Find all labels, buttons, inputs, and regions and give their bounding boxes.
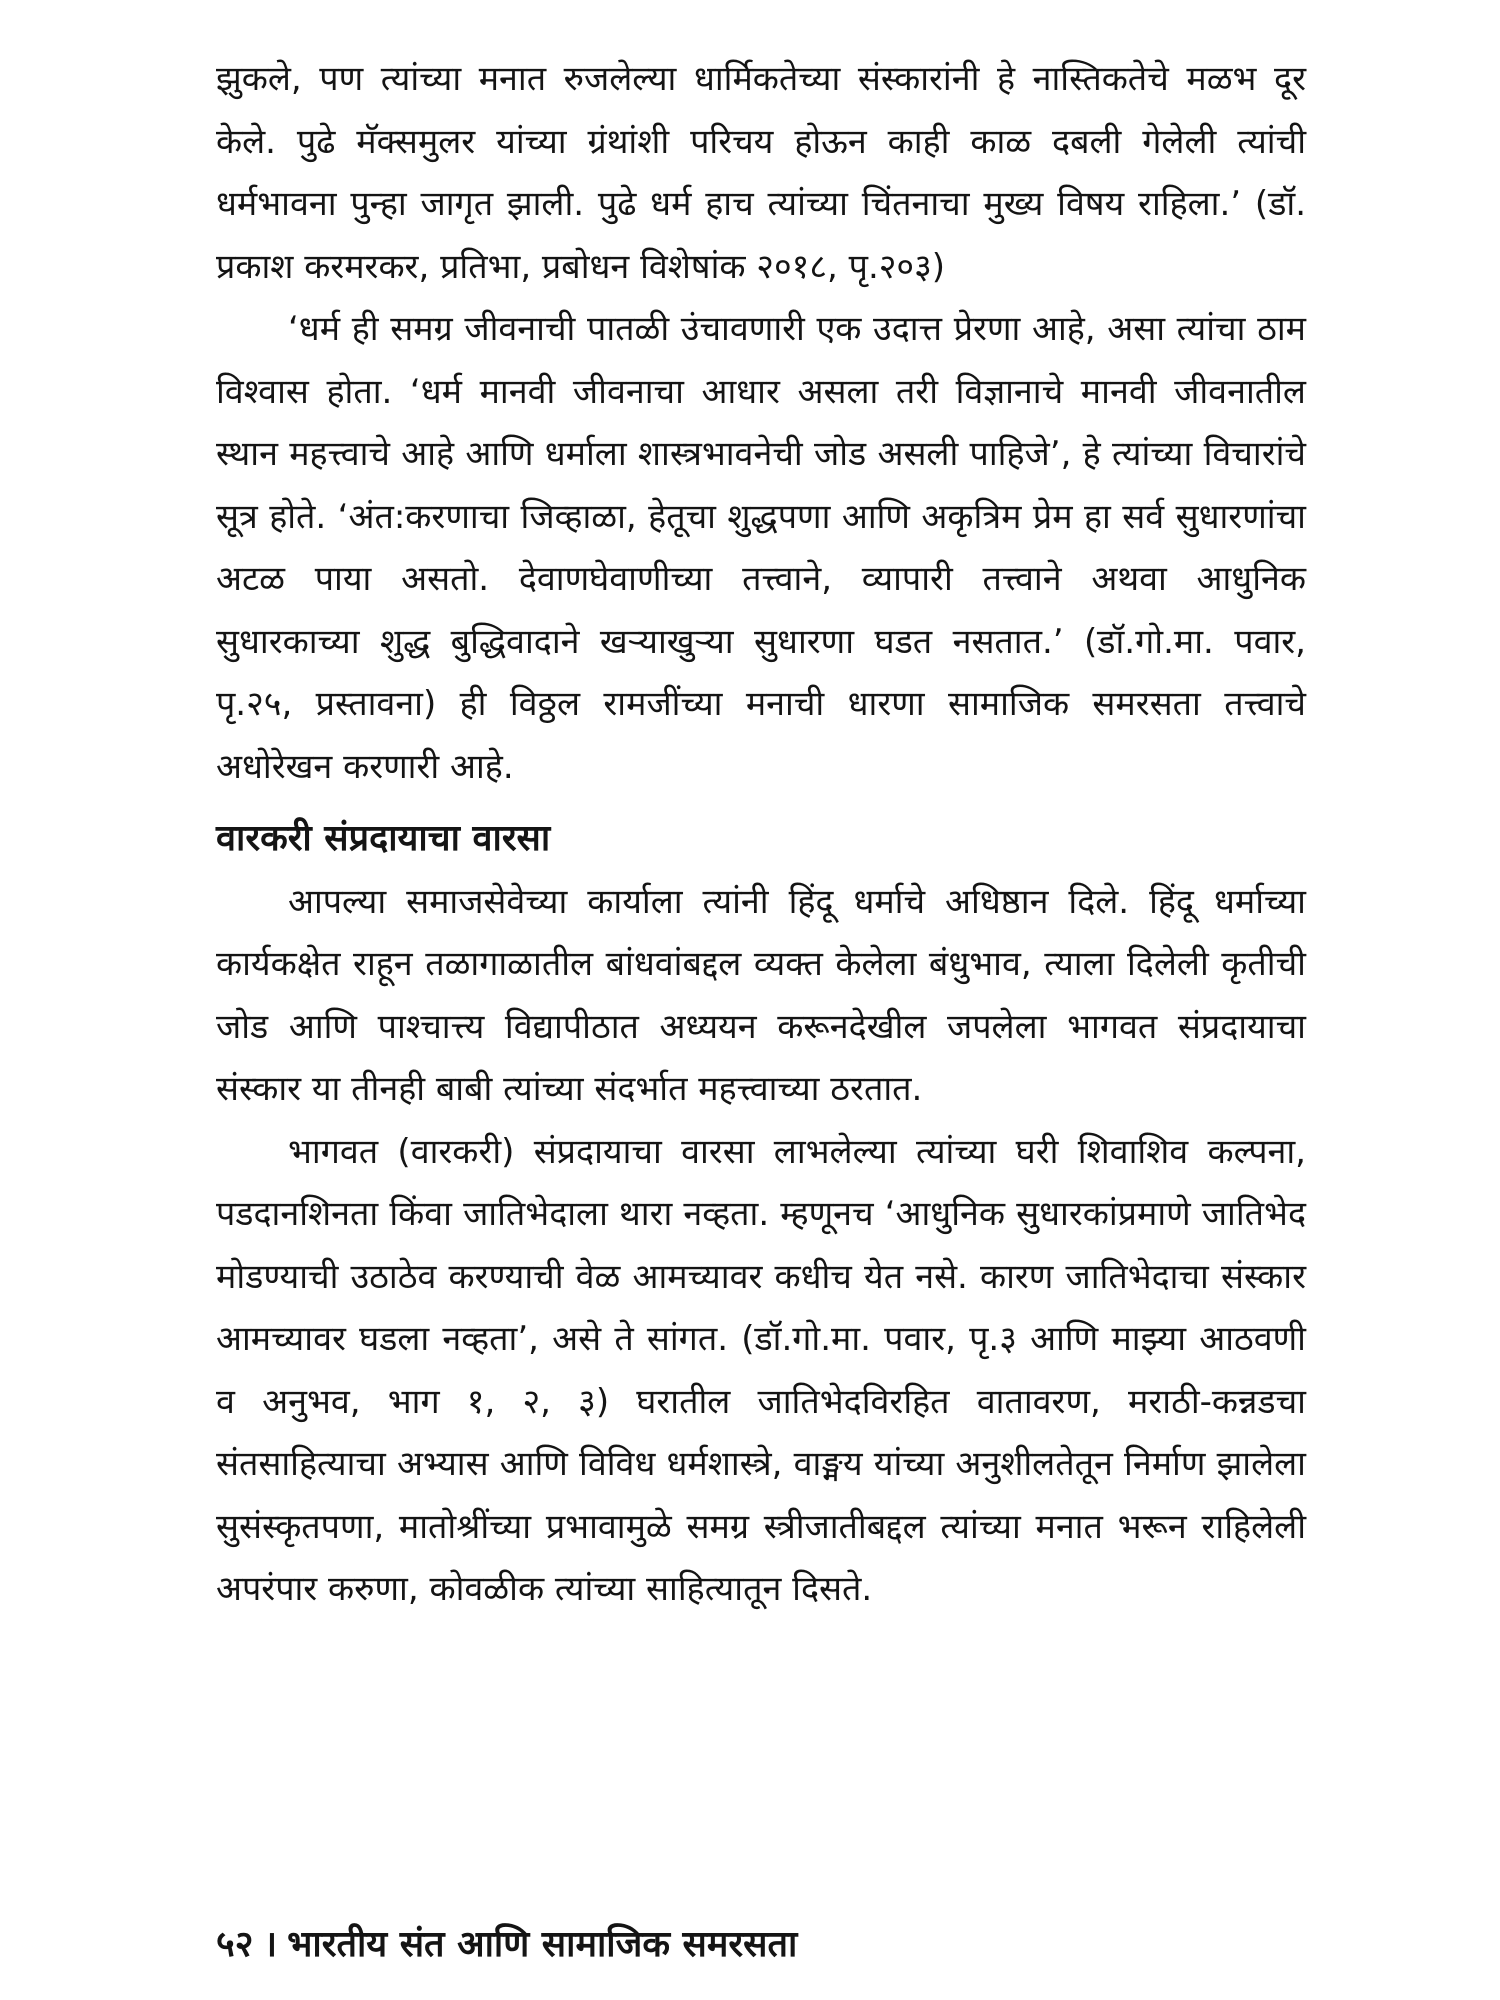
page-number: ५२ <box>216 1924 254 1965</box>
paragraph-hindu-foundation: आपल्या समाजसेवेच्या कार्याला त्यांनी हिंदू धर्माचे अधिष्ठान दिले. हिंदू धर्माच्या कार्यकक्षेत राहून तळागाळातील बांधवांबद्दल व्यक्त केलेला बंधुभाव, त्याला दिलेली कृतीची जोड आणि पाश्चात्त्य विद्यापीठात अध्ययन करूनदेखील जपलेला भागवत संप्रदायाचा संस्कार या तीनही बाबी त्यांच्या संदर्भात महत्त्वाच्या ठरतात. <box>216 881 1306 1109</box>
paragraph-continuation: झुकले, पण त्यांच्या मनात रुजलेल्या धार्मिकतेच्या संस्कारांनी हे नास्तिकतेचे मळभ दूर केले. पुढे मॅक्समुलर यांच्या ग्रंथांशी परिचय होऊन काही काळ दबली गेलेली त्यांची धर्मभावना पुन्हा जागृत झाली. पुढे धर्म हाच त्यांच्या चिंतनाचा मुख्य विषय राहिला.’ (डॉ. प्रकाश करमरकर, प्रतिभा, प्रबोधन विशेषांक २०१८, पृ.२०३) <box>216 59 1306 287</box>
section-heading: वारकरी संप्रदायाचा वारसा <box>216 818 551 859</box>
paragraph-dharma-belief: ‘धर्म ही समग्र जीवनाची पातळी उंचावणारी एक उदात्त प्रेरणा आहे, असा त्यांचा ठाम विश्वास होता. ‘धर्म मानवी जीवनाचा आधार असला तरी विज्ञानाचे मानवी जीवनातील स्थान महत्त्वाचे आहे आणि धर्माला शास्त्रभावनेची जोड असली पाहिजे’, हे त्यांच्या विचारांचे सूत्र होते. ‘अंत:करणाचा जिव्हाळा, हेतूचा शुद्धपणा आणि अकृत्रिम प्रेम हा सर्व सुधारणांचा अटळ पाया असतो. देवाणघेवाणीच्या तत्त्वाने, व्यापारी तत्त्वाने अथवा आधुनिक सुधारकाच्या शुद्ध बुद्धिवादाने खऱ्याखुऱ्या सुधारणा घडत नसतात.’ (डॉ.गो.मा. पवार, पृ.२५, प्रस्तावना) ही विठ्ठल रामजींच्या मनाची धारणा सामाजिक समरसता तत्त्वाचे अधोरेखन करणारी आहे. <box>216 309 1306 787</box>
paragraph-bhagwat-legacy: भागवत (वारकरी) संप्रदायाचा वारसा लाभलेल्या त्यांच्या घरी शिवाशिव कल्पना, पडदानशिनता किंवा जातिभेदाला थारा नव्हता. म्हणूनच ‘आधुनिक सुधारकांप्रमाणे जातिभेद मोडण्याची उठाठेव करण्याची वेळ आमच्यावर कधीच येत नसे. कारण जातिभेदाचा संस्कार आमच्यावर घडला नव्हता’, असे ते सांगत. (डॉ.गो.मा. पवार, पृ.३ आणि माझ्या आठवणी व अनुभव, भाग १, २, ३) घरातील जातिभेदविरहित वातावरण, मराठी-कन्नडचा संतसाहित्याचा अभ्यास आणि विविध धर्मशास्त्रे, वाङ्मय यांच्या अनुशीलतेतून निर्माण झालेला सुसंस्कृतपणा, मातोश्रींच्या प्रभावामुळे समग्र स्त्रीजातीबद्दल त्यांच्या मनात भरून राहिलेली अपरंपार करुणा, कोवळीक त्यांच्या साहित्यातून दिसते. <box>216 1131 1306 1609</box>
book-title: भारतीय संत आणि सामाजिक समरसता <box>287 1924 798 1965</box>
footer-separator: । <box>263 1924 278 1965</box>
body-text <box>216 48 1306 1621</box>
page-footer <box>216 1920 797 1970</box>
